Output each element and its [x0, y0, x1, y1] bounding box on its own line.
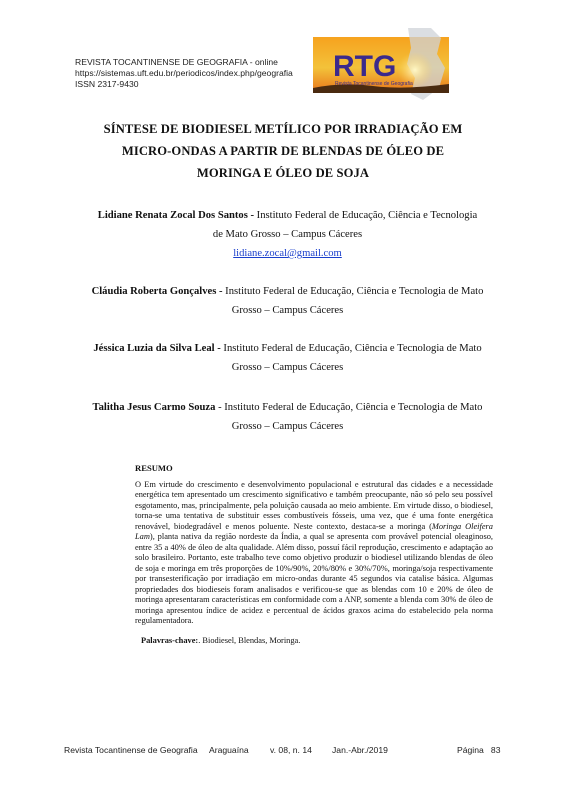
author-block [80, 282, 495, 320]
author-name: Lidiane Renata Zocal Dos Santos - [97, 210, 255, 221]
journal-logo [313, 28, 449, 105]
author-block [80, 206, 495, 263]
footer-volume: v. 08, n. 14 [270, 745, 312, 755]
author-affiliation-cont: Grosso – Campus Cáceres [231, 305, 344, 316]
keywords-list: . Biodiesel, Blendas, Moringa. [198, 635, 301, 645]
footer-journal: Revista Tocantinense de Geografia [64, 745, 198, 755]
author-block [80, 339, 495, 377]
author-name: Jéssica Luzia da Silva Leal - [93, 343, 221, 354]
author-affiliation: Instituto Federal de Educação, Ciência e Tecnologia [254, 210, 478, 221]
author-line [80, 206, 495, 225]
journal-name: REVISTA TOCANTINENSE DE GEOGRAFIA - online [75, 57, 278, 67]
author-line [80, 398, 495, 417]
abstract-section [135, 463, 493, 646]
species-name: Moringa Oleifera Lam [135, 521, 493, 541]
abstract-text: ), planta nativa da região nordeste da Índia, a qual se apresenta com provável potencial oleaginoso, entre 35 a 40% de óleo de alta qualidade. Além disso, possuí fácil reprodução, crescimento e adaptação ao solo brasileiro. Portanto, este trabalho teve como objetivo produzir o biodiesel utilizando blendas de óleo de soja e moringa em três proporções de 10%/90%, 20%/80% e 30%/70%, moringa/soja respectivamente por transesterificação por irradiação em micro-ondas durante 45 segundos via catalise básica. Algumas propriedades dos biodieseis foram analisados e verificou-se que as blendas com 10 e 20% de óleo de moringa apresentaram características em conformidade com a ANP, somente a blenda com 30% de óleo de moringa apresentou índice de acidez e percentual de ácidos graxos acima do estabelecido pela norma regulamentadora. [135, 532, 493, 625]
journal-header [75, 57, 293, 90]
keywords-label: Palavras-chave: [141, 635, 199, 645]
author-affiliation: - Instituto Federal de Educação, Ciência e Tecnologia de Mato [215, 402, 483, 413]
title-line: MICRO-ONDAS A PARTIR DE BLENDAS DE ÓLEO DE [121, 144, 445, 158]
author-affiliation: Instituto Federal de Educação, Ciência e Tecnologia de Mato [220, 343, 482, 354]
abstract-heading: RESUMO [135, 463, 173, 473]
logo-subtext: Revista Tocantinense de Geografia [335, 81, 413, 87]
abstract-body [135, 480, 493, 627]
rtg-logo-graphic [313, 28, 449, 105]
title-line: MORINGA E ÓLEO DE SOJA [196, 166, 370, 180]
logo-text: RTG [333, 50, 397, 83]
author-affiliation-cont: Grosso – Campus Cáceres [231, 421, 344, 432]
abstract-text: O Em virtude do crescimento e desenvolvimento populacional e estrutural das cidades e a necessidade energética tem apresentado um crescimento significativo e também preocupante, não só pelo seu possível esgotamento, mas, principalmente, pela poluição causada ao meio ambiente. Em virtude disso, o biodiesel, torna-se uma tentativa de substituir esses combustíveis fósseis, uma vez, que é uma fonte energética renovável, biodegradável e menos poluente. Neste contexto, destaca-se a moringa ( [135, 479, 493, 531]
title-line: SÍNTESE DE BIODIESEL METÍLICO POR IRRADIAÇÃO EM [103, 122, 463, 136]
author-line [80, 282, 495, 301]
journal-issn: ISSN 2317-9430 [75, 79, 139, 89]
author-line [80, 339, 495, 358]
author-email-link[interactable]: lidiane.zocal@gmail.com [233, 248, 342, 259]
footer-date: Jan.-Abr./2019 [332, 745, 388, 755]
footer-page: Página 83 [457, 745, 501, 755]
author-affiliation-cont: de Mato Grosso – Campus Cáceres [212, 229, 363, 240]
author-block [80, 398, 495, 436]
author-name: Talitha Jesus Carmo Souza [92, 402, 216, 413]
footer-city: Araguaína [209, 745, 249, 755]
author-affiliation: Instituto Federal de Educação, Ciência e Tecnologia de Mato [222, 286, 484, 297]
author-name: Cláudia Roberta Gonçalves - [91, 286, 223, 297]
keywords [141, 636, 493, 647]
journal-url: https://sistemas.uft.edu.br/periodicos/index.php/geografia [75, 68, 293, 78]
author-affiliation-cont: Grosso – Campus Cáceres [231, 362, 344, 373]
article-title [60, 118, 506, 184]
